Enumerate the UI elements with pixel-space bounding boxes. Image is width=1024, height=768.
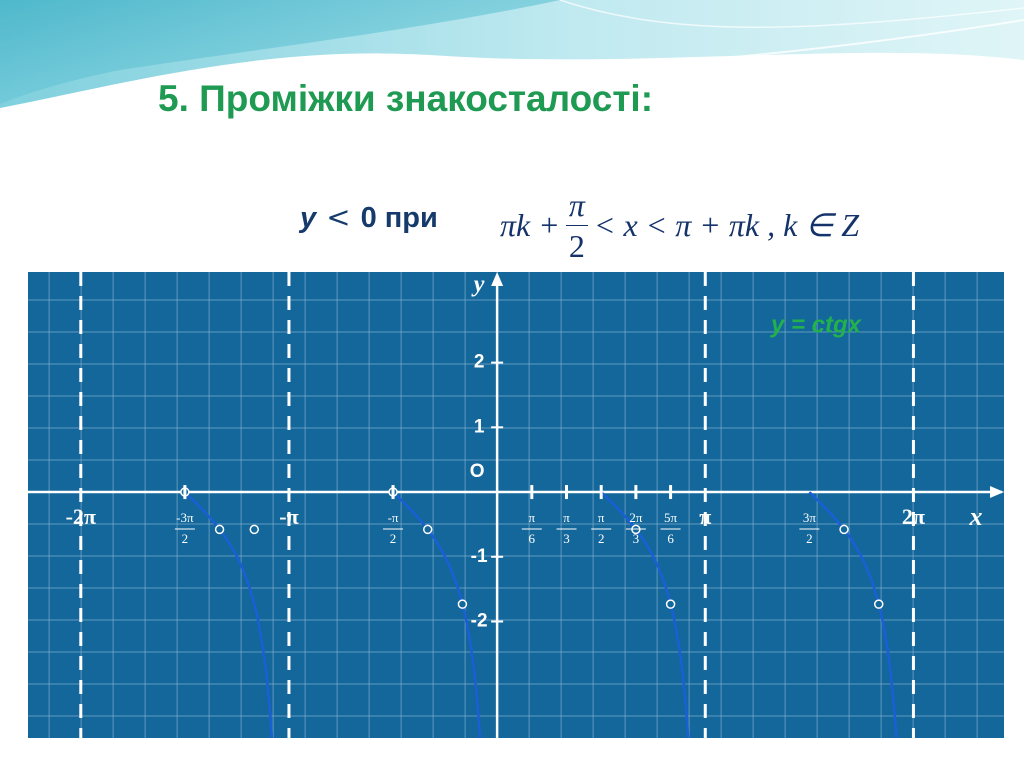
x-tick-fraction-num: -π	[387, 510, 399, 526]
formula-rest: < x < π + πk , k ∈ Z	[593, 207, 859, 243]
condition-relation: <	[326, 200, 351, 234]
formula-frac-num: π	[566, 185, 588, 226]
y-tick-label: 2	[473, 351, 485, 373]
slide-title: 5. Проміжки знакосталості:	[158, 78, 654, 119]
x-tick-fraction-den: 6	[528, 531, 536, 547]
x-tick-fraction-den: 2	[806, 531, 813, 547]
x-tick-fraction-den: 2	[181, 531, 189, 547]
x-tick-fraction-den: 3	[632, 531, 640, 547]
x-tick-fraction-den: 2	[597, 531, 605, 547]
x-tick-label: -π	[279, 504, 299, 530]
plot-background	[28, 272, 1004, 738]
x-tick-fraction-num: -3π	[176, 510, 194, 526]
function-label: y = ctgx	[770, 311, 862, 339]
y-tick-label: -1	[470, 545, 488, 567]
marked-point	[424, 525, 432, 533]
marked-point	[840, 525, 848, 533]
x-tick-fraction-den: 6	[667, 531, 674, 547]
formula-lead: πk +	[500, 206, 560, 243]
formula-frac-den: 2	[568, 227, 585, 264]
y-tick-label: 1	[473, 416, 485, 438]
marked-point	[216, 525, 224, 533]
x-tick-label: 2π	[901, 504, 925, 530]
y-tick-label: -2	[470, 610, 488, 632]
condition-value: 0	[360, 202, 377, 234]
origin-label: O	[469, 461, 485, 483]
x-tick-fraction-num: 2π	[629, 510, 643, 526]
y-axis-label: y	[473, 271, 485, 298]
x-tick-fraction-num: 3π	[802, 510, 816, 526]
x-tick-fraction-num: π	[563, 510, 570, 526]
condition-word: при	[384, 202, 438, 234]
marked-point	[875, 600, 883, 608]
x-axis-label: x	[969, 502, 983, 532]
x-tick-fraction-den: 2	[389, 531, 397, 547]
marked-point	[250, 525, 258, 533]
marked-point	[458, 600, 466, 608]
x-tick-fraction-num: 5π	[664, 510, 678, 526]
x-tick-label: -2π	[65, 504, 96, 530]
condition-variable: y	[300, 202, 317, 234]
x-tick-label: π	[699, 504, 712, 530]
x-tick-fraction-den: 3	[563, 531, 570, 547]
marked-point	[667, 600, 675, 608]
x-tick-fraction-num: π	[597, 510, 605, 526]
x-tick-fraction-num: π	[528, 510, 536, 526]
